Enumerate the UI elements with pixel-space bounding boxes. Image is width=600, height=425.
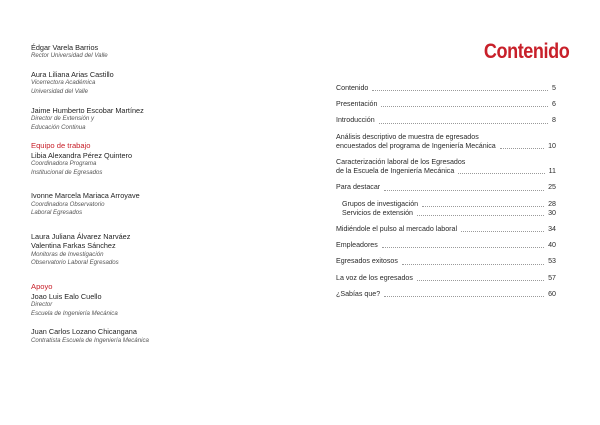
toc-leader-dots [384, 295, 544, 297]
toc-entry[interactable] [336, 257, 556, 266]
credit-name: Joao Luis Ealo Cuello [31, 291, 102, 301]
toc-entry-label: Grupos de investigación [342, 199, 419, 208]
credit-block [31, 141, 301, 177]
credit-name: Juan Carlos Lozano Chicangana [31, 327, 137, 337]
credit-role: Educación Continua [31, 123, 86, 131]
toc-page-number: 34 [548, 225, 556, 234]
team-section-label: Equipo de trabajo [31, 141, 91, 151]
support-section-label: Apoyo [31, 281, 53, 291]
toc-entry[interactable] [336, 84, 556, 93]
credit-role: Coordinadora Programa [31, 160, 97, 168]
toc-entry[interactable] [336, 274, 556, 283]
toc-entry[interactable] [336, 133, 556, 151]
toc-leader-dots [458, 172, 544, 174]
toc-entry[interactable] [336, 183, 556, 192]
toc-page-number: 25 [548, 183, 556, 192]
credit-name: Laura Juliana Álvarez Narváez [31, 231, 131, 241]
credit-role: Escuela de Ingeniería Mecánica [31, 309, 118, 317]
credits-column [31, 43, 301, 354]
toc-leader-dots [372, 89, 548, 91]
toc-leader-dots [384, 189, 544, 191]
toc-leader-dots [461, 230, 544, 232]
toc-leader-dots [417, 214, 544, 216]
toc-entry-label: Midiéndole el pulso al mercado laboral [336, 225, 458, 234]
toc-entry[interactable] [336, 100, 556, 109]
toc-entry-label: Egresados exitosos [336, 257, 398, 266]
toc-leader-dots [382, 246, 544, 248]
toc-entry-label: Introducción [336, 116, 375, 125]
toc-entry-label: Empleadores [336, 241, 378, 250]
toc-page-number: 28 [548, 199, 556, 208]
toc-entry-label: ¿Sabías que? [336, 289, 381, 298]
toc-entry[interactable] [336, 225, 556, 234]
credit-role: Laboral Egresados [31, 209, 83, 217]
toc-page-number: 40 [548, 241, 556, 250]
toc-entry[interactable] [336, 116, 556, 125]
credit-name: Libia Alexandra Pérez Quintero [31, 150, 133, 160]
toc-page-number: 60 [548, 289, 556, 298]
toc-page-number: 6 [552, 100, 556, 109]
toc-entry-label: Caracterización laboral de los Egresados [336, 158, 466, 167]
toc-title: Contenido [483, 40, 569, 63]
toc-subentry[interactable] [336, 209, 556, 218]
toc-page-number: 30 [548, 208, 556, 217]
toc-leader-dots [500, 147, 544, 149]
credit-role: Universidad del Valle [31, 88, 89, 95]
toc-entry[interactable] [336, 241, 556, 250]
toc-page-number: 8 [552, 116, 556, 125]
toc-subentry[interactable] [336, 200, 556, 209]
credit-role: Rector Universidad del Valle [31, 52, 108, 60]
credit-block [31, 70, 301, 97]
table-of-contents [336, 84, 556, 299]
credit-block [31, 232, 301, 268]
credit-block [31, 43, 301, 61]
toc-entry-label: Presentación [336, 100, 378, 109]
credit-role: Coordinadora Observatorio [31, 200, 105, 208]
toc-leader-dots [381, 105, 548, 107]
credit-block [31, 282, 301, 318]
toc-leader-dots [402, 263, 544, 265]
toc-page-number: 57 [548, 273, 556, 282]
credit-role: Institucional de Egresados [31, 168, 103, 176]
credit-block [31, 327, 301, 345]
credit-role: Director de Extensión y [31, 115, 94, 122]
credit-block [31, 191, 301, 218]
toc-entry-label: Análisis descriptivo de muestra de egresados [336, 132, 479, 141]
toc-page-number: 11 [548, 167, 556, 176]
credit-role: Director [31, 300, 53, 308]
toc-entry-label: La voz de los egresados [336, 273, 413, 282]
credit-block [31, 106, 301, 133]
credit-role: Observatorio Laboral Egresados [31, 259, 119, 267]
toc-entry-label: Servicios de extensión [342, 208, 413, 217]
toc-page-number: 53 [548, 257, 556, 266]
credit-name: Édgar Varela Barrios [31, 43, 99, 52]
credit-role: Monitoras de Investigación [31, 250, 104, 258]
toc-entry-label: Contenido [336, 84, 369, 92]
toc-leader-dots [422, 205, 544, 207]
toc-entry-label: de la Escuela de Ingeniería Mecánica [336, 167, 455, 176]
toc-entry-label: Para destacar [336, 183, 381, 192]
toc-leader-dots [379, 122, 548, 124]
credit-name: Aura Liliana Arias Castillo [31, 70, 114, 79]
toc-entry[interactable] [336, 158, 556, 176]
toc-entry[interactable] [336, 290, 556, 299]
credit-role: Contratista Escuela de Ingeniería Mecánica [31, 336, 149, 344]
credit-name: Jaime Humberto Escobar Martínez [31, 105, 144, 115]
credit-name: Ivonne Marcela Mariaca Arroyave [31, 191, 140, 201]
toc-entry-label: encuestados del programa de Ingeniería Mecánica [336, 141, 496, 150]
credit-role: Vicerrectora Académica [31, 79, 96, 87]
toc-leader-dots [417, 279, 544, 281]
toc-page-number: 10 [548, 141, 556, 150]
credit-name: Valentina Farkas Sánchez [31, 241, 116, 251]
toc-page-number: 5 [552, 84, 556, 92]
